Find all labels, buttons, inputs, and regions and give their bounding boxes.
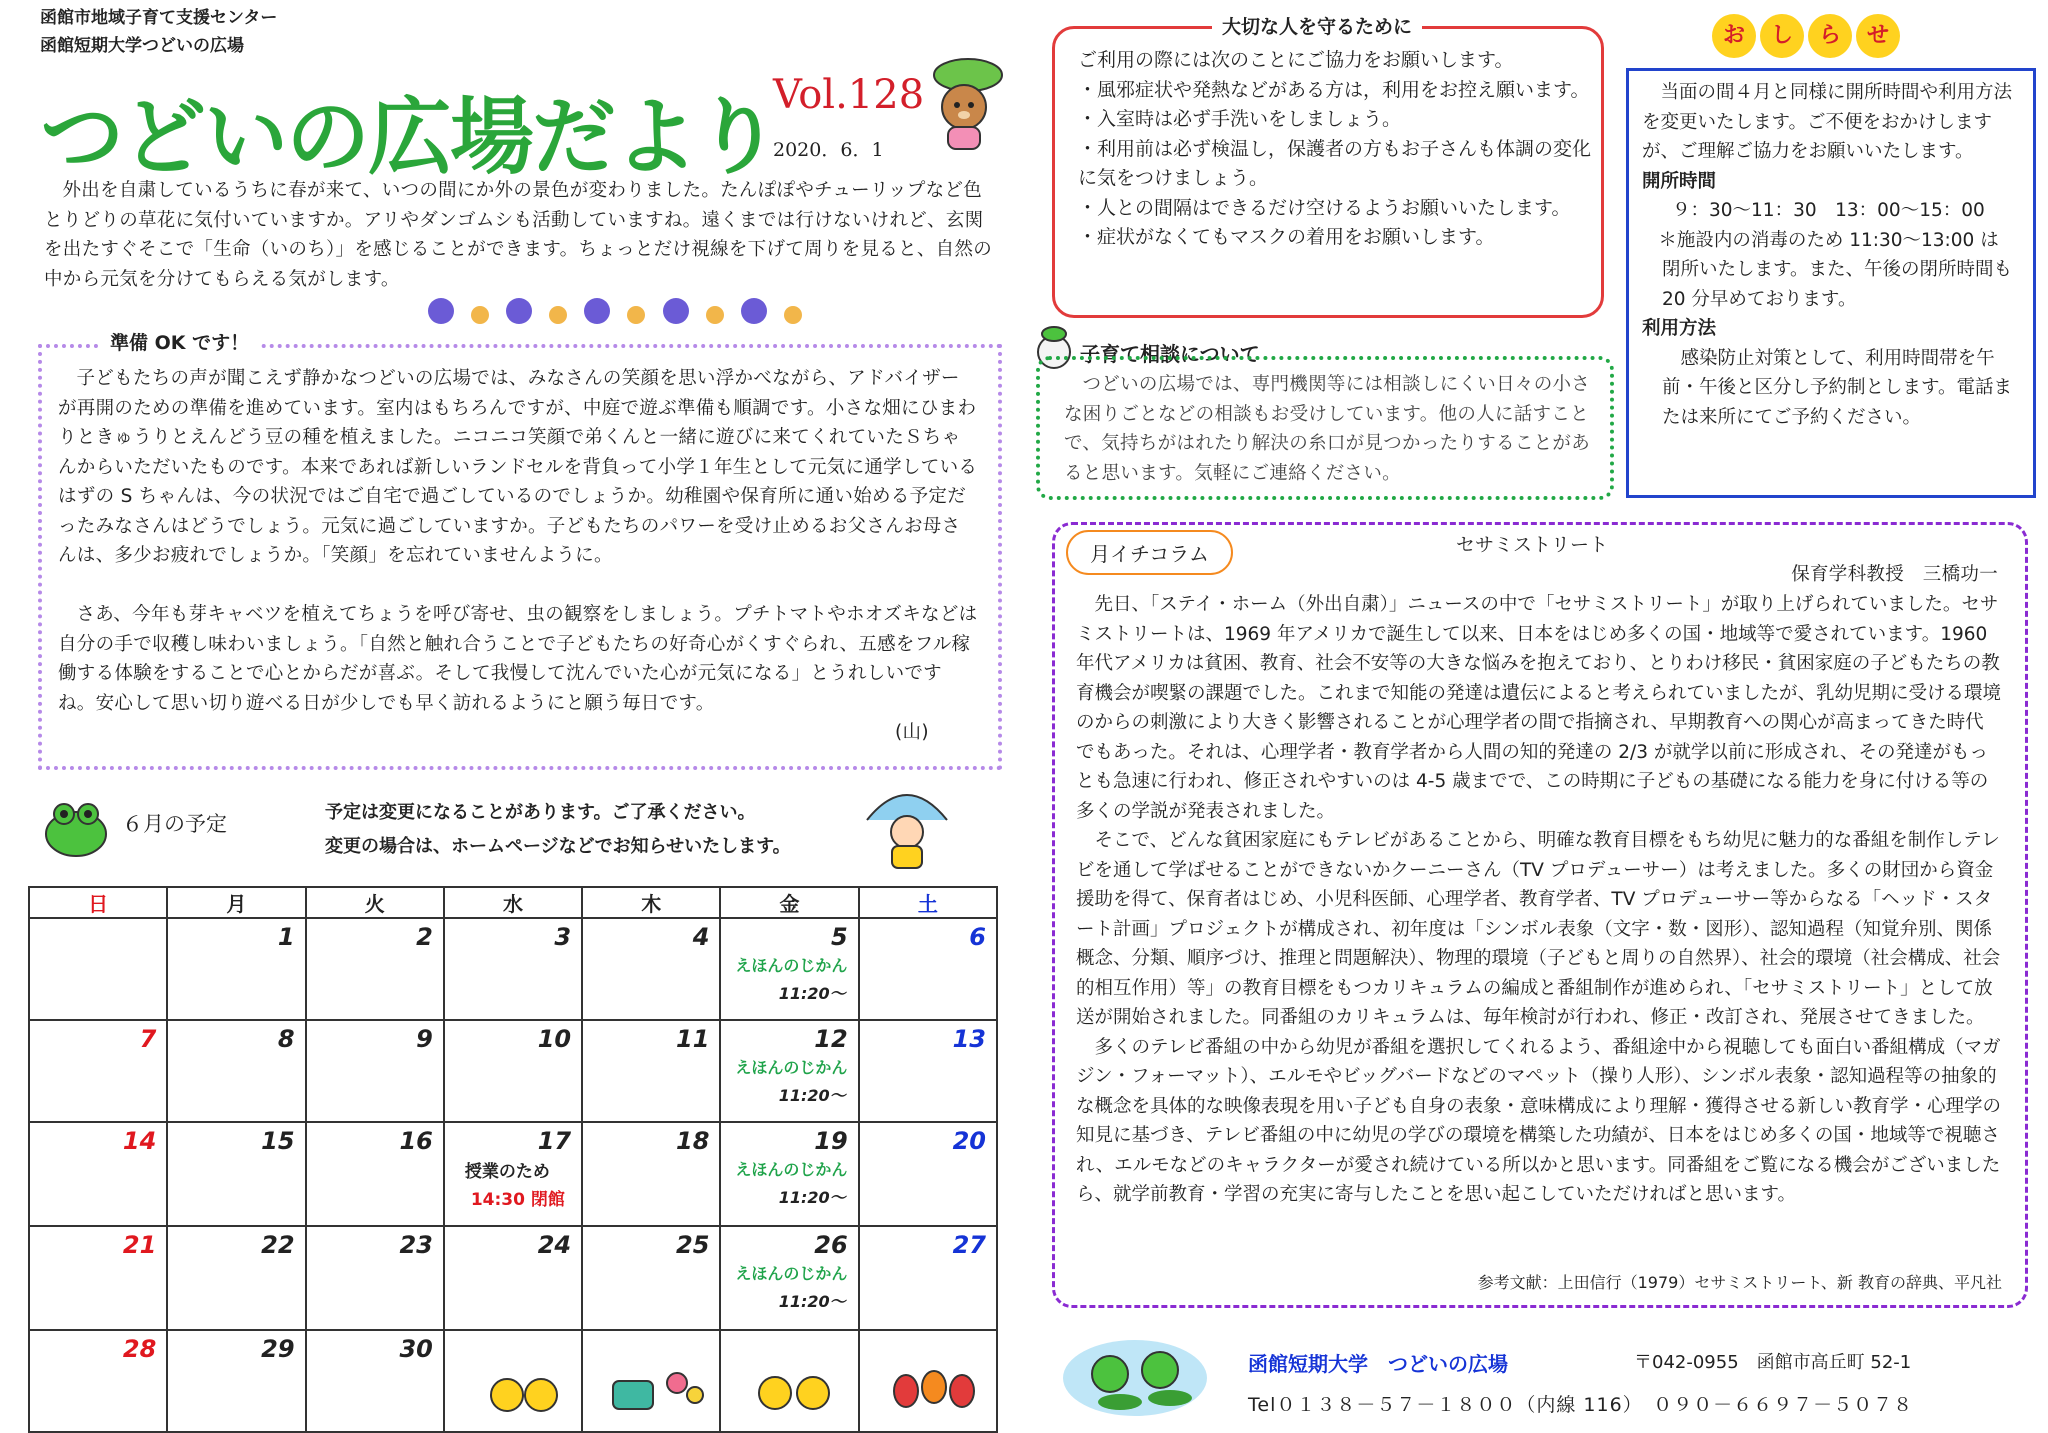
calendar-cell — [167, 1330, 305, 1432]
calendar-cell — [859, 1020, 997, 1122]
calendar-cell — [720, 918, 858, 1020]
watering-can-flowers-icon — [607, 1365, 707, 1415]
column-paragraph-3: 多くのテレビ番組の中から幼児が番組を選択してくれるよう、番組途中から視聴しても面白い番組構成（マガジン・フォーマット）、エルモやビッグバードなどのマペット（操り人形）、シンボル表象・認知過程等の抽象的な概念を具体的な映像表現を用い子ども自身の表象・意味構成により理解・獲得させる新しい教育学・心理学の知見に基づき、テレビ番組の中に幼児の学びの環境を構築した功績が、日本をはじめ多くの国・地域等で視聴され、エルモなどのキャラクターが愛され続けている所以かと思います。同番組をご覧になる機会がございましたら、就学前教育・学習の充実に寄与したことを思い起こしていただければと思います。 — [1076, 1036, 2002, 1205]
calendar-cell — [29, 1020, 167, 1122]
day-number: 10 — [537, 1025, 572, 1053]
oshirase-char: お — [1712, 14, 1756, 58]
calendar-cell — [444, 1020, 582, 1122]
event-time: 11:20～ — [778, 1188, 846, 1207]
special-note-line-2: 14:30 閉館 — [470, 1190, 565, 1210]
sodan-title: 子育て相談について — [1080, 342, 1260, 366]
newsletter-title: つどいの広場だより — [40, 88, 779, 186]
calendar-cell — [582, 918, 720, 1020]
calendar-cell — [859, 1122, 997, 1226]
day-number: 6 — [969, 923, 986, 951]
column-body — [1076, 590, 2001, 1210]
day-number: 23 — [399, 1231, 433, 1259]
org-line-1: 函館市地域子育て支援センター — [40, 8, 278, 28]
hydrangea-icon — [741, 298, 767, 324]
calendar-cell — [306, 1122, 444, 1226]
calendar-cell — [167, 1226, 305, 1330]
calendar-cell — [167, 1122, 305, 1226]
schedule-note-2: 変更の場合は、ホームページなどでお知らせいたします。 — [325, 836, 791, 857]
oshirase-char: せ — [1856, 14, 1900, 58]
day-number: 1 — [277, 923, 295, 951]
snail-icon — [784, 306, 802, 324]
junbi-paragraph-1: 子どもたちの声が聞こえず静かなつどいの広場では、みなさんの笑顔を思い浮かべながら、アドバイザーが再開のための準備を進めています。室内はもちろんですが、中庭で遊ぶ準備も順調です。小さな畑にひまわりときゅうりとえんどう豆の種を植えました。ニコニコ笑顔で弟くんと一緒に遊びに来てくれていたＳちゃんからいただいたものです。本来であれば新しいランドセルを背負って小学１年生として元気に通学しているはずの S ちゃんは、今の状況ではご自宅で過ごしているのでしょうか。幼稚園や保育所に通い始める予定だったみなさんはどうでしょう。元気に過ごしていますか。子どもたちのパワーを受け止めるお父さんお母さんは、多少お疲れでしょうか。「笑顔」を忘れていませんように。 — [58, 368, 978, 566]
hydrangea-icon — [428, 298, 454, 324]
column-label: 月イチコラム — [1066, 530, 1233, 575]
calendar-cell — [444, 918, 582, 1020]
schedule-note-1: 予定は変更になることがあります。ご了承ください。 — [325, 802, 756, 823]
oshirase-char: ら — [1808, 14, 1852, 58]
hours-title: 開所時間 — [1642, 170, 1717, 192]
frogs-pond-illustration — [1060, 1326, 1210, 1418]
frog-icon — [44, 800, 108, 858]
usage-title: 利用方法 — [1642, 318, 1717, 339]
snail-icon — [706, 306, 724, 324]
day-number: 27 — [952, 1231, 986, 1259]
taisetsu-item-2: ・入室時は必ず手洗いをしましょう。 — [1078, 108, 1402, 130]
day-number: 12 — [814, 1025, 848, 1053]
weekday-fri: 金 — [720, 887, 858, 918]
taisetsu-item-1: ・風邪症状や発熱などがある方は，利用をお控え願います。 — [1078, 78, 1590, 101]
calendar-cell — [444, 1226, 582, 1330]
taisetsu-content — [1078, 46, 1593, 253]
calendar-cell — [582, 1226, 720, 1330]
hydrangea-icon — [584, 298, 610, 324]
day-number: 4 — [692, 923, 710, 951]
weekday-mon: 月 — [167, 887, 305, 918]
calendar-cell-deco — [582, 1330, 720, 1432]
day-number: 3 — [554, 923, 572, 951]
hydrangea-icon — [506, 298, 532, 324]
org-line-2: 函館短期大学つどいの広場 — [40, 36, 244, 56]
day-number: 17 — [537, 1127, 572, 1155]
bear-illustration — [918, 55, 1010, 155]
day-number: 8 — [277, 1025, 295, 1053]
taisetsu-item-5: ・症状がなくてもマスクの着用をお願いします。 — [1078, 226, 1495, 248]
taisetsu-item-4: ・人との間隔はできるだけ空けるようお願いいたします。 — [1078, 196, 1571, 219]
oshirase-char: し — [1760, 14, 1804, 58]
day-number: 28 — [122, 1335, 157, 1363]
event-title: えほんのじかん — [735, 1058, 848, 1077]
weekday-thu: 木 — [582, 887, 720, 918]
day-number: 19 — [814, 1127, 848, 1155]
event-title: えほんのじかん — [735, 1160, 848, 1179]
event-title: えほんのじかん — [735, 1264, 848, 1283]
calendar-cell-deco — [859, 1330, 997, 1432]
snail-icon — [549, 306, 567, 324]
event-title: えほんのじかん — [735, 956, 848, 975]
day-number: 11 — [676, 1025, 710, 1053]
calendar-cell — [29, 1226, 167, 1330]
weekday-wed: 水 — [444, 887, 582, 918]
column-author: 保育学科教授 三橋功一 — [1791, 564, 1998, 585]
taisetsu-title: 大切な人を守るために — [1212, 12, 1422, 39]
day-number: 13 — [952, 1025, 986, 1053]
day-number: 29 — [261, 1335, 295, 1363]
calendar-cell — [306, 1330, 444, 1432]
intro-paragraph: 外出を自粛しているうちに春が来て、いつの間にか外の景色が変わりました。たんぽぽやチューリップなど色とりどりの草花に気付いていますか。アリやダンゴムシも活動していますね。遠くまでは行けないけれど、玄関を出たすぐそこで「生命（いのち）」を感じることができます。ちょっとだけ視線を下げて周りを見ると、自然の中から元気を分けてもらえる気がします。 — [44, 180, 993, 290]
day-number: 9 — [416, 1025, 433, 1053]
issue-date: 2020．6．1 — [773, 139, 884, 161]
calendar-cell — [444, 1122, 582, 1226]
footer-tel: Tel０１３８－５７－１８００（内線 116） ０９０－６６９７－５０７８ — [1248, 1394, 1914, 1416]
day-number: 24 — [537, 1231, 572, 1259]
event-time: 11:20～ — [778, 984, 846, 1003]
calendar-cell — [306, 1020, 444, 1122]
calendar-cell — [720, 1122, 858, 1226]
day-number: 21 — [122, 1231, 157, 1259]
june-calendar — [28, 886, 998, 1433]
weekday-sat: 土 — [859, 887, 997, 918]
junbi-signature: (山) — [895, 722, 929, 743]
day-number: 20 — [952, 1127, 986, 1155]
calendar-cell-empty — [29, 918, 167, 1020]
day-number: 7 — [139, 1025, 157, 1053]
footer-name: 函館短期大学 つどいの広場 — [1248, 1352, 1508, 1376]
day-number: 2 — [416, 923, 433, 951]
calendar-cell — [859, 918, 997, 1020]
calendar-cell-deco — [720, 1330, 858, 1432]
hydrangea-icon — [663, 298, 689, 324]
schedule-title: ６月の予定 — [122, 812, 227, 836]
calendar-cell — [306, 1226, 444, 1330]
volume-number: Vol.128 — [773, 72, 925, 118]
calendar-cell — [306, 918, 444, 1020]
taisetsu-item-3: ・利用前は必ず検温し，保護者の方もお子さんも体調の変化に気をつけましょう。 — [1078, 137, 1592, 189]
hours-note: ＊施設内の消毒のため 11:30～13:00 は閉所いたします。また、午後の閉所時間も 20 分早めております。 — [1658, 229, 2013, 310]
day-number: 26 — [814, 1231, 848, 1259]
weekday-sun: 日 — [29, 887, 167, 918]
column-reference: 参考文献：上田信行（1979）セサミストリート、新 教育の辞典、平凡社 — [1477, 1273, 2002, 1292]
hours-value: ９：30～11：30 13：00～15：00 — [1672, 200, 1985, 221]
junbi-paragraph-2: さあ、今年も芽キャベツを植えてちょうを呼び寄せ、虫の観察をしましょう。プチトマトやホオズキなどは自分の手で収穫し味わいましょう。「自然と触れ合うことで子どもたちの好奇心がくすぐられ、五感をフル稼働する体験をすることで心とからだが喜ぶ。そして我慢して沈んでいた心が元気になる」とうれしいですね。安心して思い切り遊べる日が少しでも早く訪れるようにと願う毎日です。 — [58, 604, 978, 714]
tulips-icon — [888, 1365, 978, 1415]
day-number: 14 — [122, 1127, 157, 1155]
decorative-hydrangea-row — [422, 298, 808, 328]
column-title: セサミストリート — [1456, 534, 1609, 556]
day-number: 15 — [261, 1127, 295, 1155]
calendar-cell-deco — [444, 1330, 582, 1432]
event-time: 11:20～ — [778, 1086, 846, 1105]
calendar-cell — [582, 1122, 720, 1226]
calendar-cell — [859, 1226, 997, 1330]
calendar-cell — [167, 918, 305, 1020]
snail-icon — [471, 306, 489, 324]
calendar-cell — [720, 1020, 858, 1122]
weekday-tue: 火 — [306, 887, 444, 918]
calendar-cell — [167, 1020, 305, 1122]
calendar-cell — [720, 1226, 858, 1330]
day-number: 22 — [261, 1231, 295, 1259]
junbi-title: 準備 OK です！ — [100, 328, 259, 355]
oshirase-body: 当面の間４月と同様に開所時間や利用方法を変更いたします。ご不便をおかけしますが、ご理解ご協力をお願いいたします。 — [1642, 82, 2013, 162]
day-number: 18 — [676, 1127, 710, 1155]
chicks-icon — [485, 1371, 565, 1415]
chicks-music-icon — [751, 1365, 841, 1415]
oshirase-heading — [1712, 14, 1904, 58]
column-paragraph-1: 先日、「ステイ・ホーム（外出自粛）」ニュースの中で「セサミストリート」が取り上げられていました。セサミストリートは、1969 年アメリカで誕生して以来、日本をはじめ多くの国・地域等で愛されています。1960 年代アメリカは貧困、教育、社会不安等の大きな悩みを抱えており、とりわけ移民・貧困家庭の子どもたちの教育機会が喫緊の課題でした。これまで知能の発達は遺伝によると考えられていましたが、乳幼児期に受ける環境のからの刺激により大きく影響されることが心理学者の間で指摘され、早期教育への関心が高まってきた時代でもあった。それは、心理学者・教育学者から人間の知的発達の 2/3 が就学以前に形成され、その発達がもっとも急速に行われ、修正されやすいのは 4-5 歳までで、この時期に子どもの基礎になる能力を身に付ける等の多くの学説が発表されました。 — [1076, 594, 2002, 822]
calendar-cell — [582, 1020, 720, 1122]
sodan-body: つどいの広場では、専門機関等には相談しにくい日々の小さな困りごとなどの相談もお受けしています。他の人に話すことで、気持ちがはれたり解決の糸口が見つかったりすることがあると思います。気軽にご連絡ください。 — [1064, 374, 1591, 484]
column-paragraph-2: そこで、どんな貧困家庭にもテレビがあることから、明確な教育目標をもち幼児に魅力的な番組を制作しテレビを通して学ばせることができないかクーニーさん（TV プロデューサー）は考えました。多くの財団から資金援助を得て、保育者はじめ、小児科医師、心理学者、教育学者、TV プロデューサー等からなる「ヘッド・スタート計画」プロジェクトが構成され、初年度は「シンボル表象（文字・数・図形）、認知過程（知覚弁別、関係概念、分類、順序づけ、推理と問題解決）、物理的環境（子どもと周りの自然界）、社会的環境（社会構成、社会的相互作用）等」の教育目標をもつカリキュラムの編成と番組制作が進められ、「セサミストリート」として放送が開始されました。同番組のカリキュラムは、毎年検討が行われ、修正・改訂され、発展させてきました。 — [1076, 830, 2001, 1028]
day-number: 5 — [830, 923, 848, 951]
girl-umbrella-illustration — [862, 780, 952, 872]
day-number: 16 — [399, 1127, 433, 1155]
calendar-cell — [29, 1330, 167, 1432]
special-note-line-1: 授業のため — [464, 1162, 550, 1182]
event-time: 11:20～ — [778, 1292, 846, 1311]
footer-address: 〒042-0955 函館市高丘町 52-1 — [1634, 1352, 1912, 1373]
snail-icon — [627, 306, 645, 324]
day-number: 25 — [676, 1231, 710, 1259]
oshirase-content — [1642, 78, 2016, 432]
day-number: 30 — [399, 1335, 433, 1363]
taisetsu-lead: ご利用の際には次のことにご協力をお願いします。 — [1078, 49, 1514, 71]
calendar-cell — [29, 1122, 167, 1226]
usage-body: 感染防止対策として、利用時間帯を午前・午後と区分し予約制とします。電話または来所にてご予約ください。 — [1662, 347, 2013, 428]
